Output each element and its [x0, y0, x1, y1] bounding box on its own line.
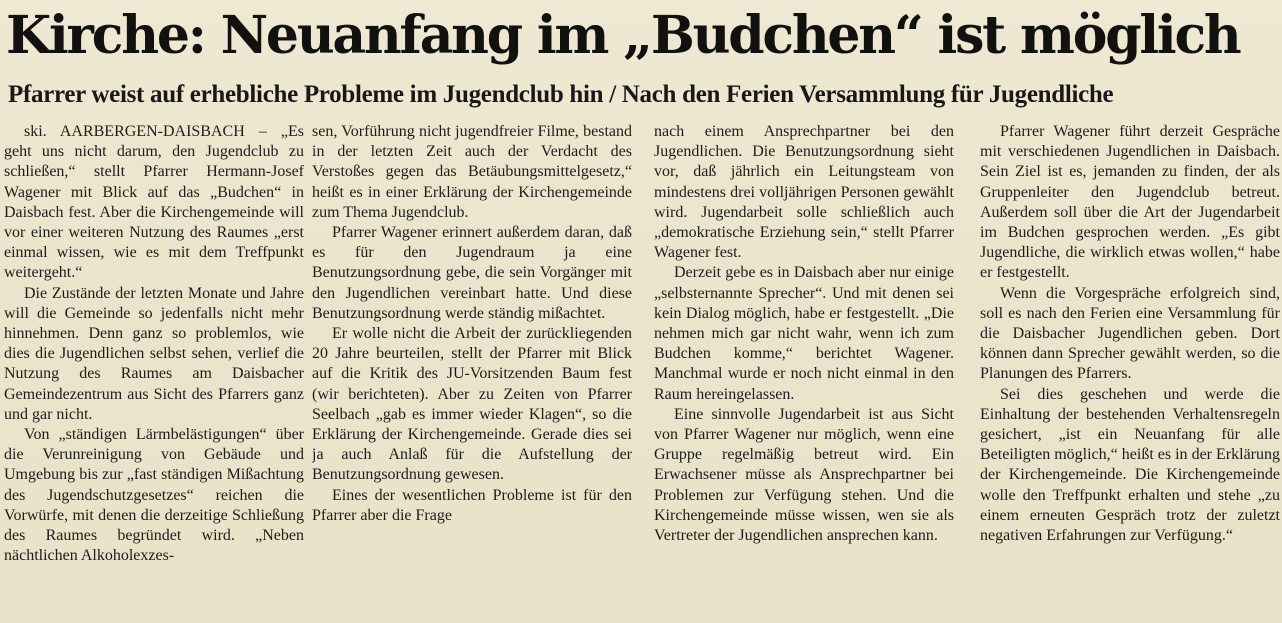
paragraph: Pfarrer Wagener erinnert außerdem daran, daß es für den Jugendraum ja eine Benutzungsordnung gebe, die sein Vorgänger mit den Jugendlichen vereinbart hatte. Und diese Benutzungsordnung werde ständig mißachtet.: [312, 224, 632, 322]
article-column-3: [654, 122, 954, 622]
paragraph: Eine sinnvolle Jugendarbeit ist aus Sicht von Pfarrer Wagener nur möglich, wenn eine Gruppe regelmäßig betreut wird. Ein Erwachsener müsse als Ansprechpartner bei Problemen zur Verfügung stehen. Und die Kirchengemeinde müsse wissen, wen sie als Vertreter der Jugendlichen ansprechen kann.: [654, 405, 954, 545]
article-body: [0, 122, 1282, 622]
paragraph: Derzeit gebe es in Daisbach aber nur einige „selbsternannte Sprecher“. Und mit denen sei kein Dialog möglich, habe er festgestellt. „Die nehmen mich gar nicht wahr, wenn ich zum Budchen komme,“ berichtet Wagener. Manchmal wurde er noch nicht einmal in den Raum hereingelassen.: [654, 264, 954, 403]
paragraph: Eines der wesentlichen Probleme ist für den Pfarrer aber die Frage: [312, 486, 632, 524]
paragraph: nach einem Ansprechpartner bei den Jugendlichen. Die Benutzungsordnung sieht vor, daß jährlich ein Leitungsteam von mindestens drei volljährigen Personen gewählt wird. Jugendarbeit solle schließlich auch „demokratische Erziehung sein,“ stellt Pfarrer Wagener fest.: [654, 123, 954, 262]
paragraph: sen, Vorführung nicht jugendfreier Filme, bestand in der letzten Zeit auch der Verdacht des Verstoßes gegen das Betäubungsmittelgesetz,“ heißt es in einer Erklärung der Kirchengemeinde zum Thema Jugendclub.: [312, 123, 632, 221]
paragraph: Die Zustände der letzten Monate und Jahre will die Gemeinde so jedenfalls nicht mehr hinnehmen. Denn ganz so problemlos, wie dies die Jugendlichen selbst sehen, verlief die Nutzung des Raumes am Daisbacher Gemeindezentrum aus Sicht des Pfarrers ganz und gar nicht.: [4, 284, 304, 423]
article-column-4: [980, 122, 1280, 622]
article-column-2: [312, 122, 632, 622]
paragraph: Von „ständigen Lärmbelästigungen“ über die Verunreinigung von Gebäude und Umgebung bis zur „fast ständigen Mißachtung des Jugendschutzgesetzes“ reichen die Vorwürfe, mit denen die derzeitige Schließung des Raumes begründet wird. „Neben nächtlichen Alkoholexzes-: [4, 426, 304, 565]
paragraph: Wenn die Vorgespräche erfolgreich sind, soll es nach den Ferien eine Versammlung für die Daisbacher Jugendlichen geben. Dort können dann Sprecher gewählt werden, so die Planungen des Pfarrers.: [980, 284, 1280, 383]
paragraph: Pfarrer Wagener führt derzeit Gespräche mit verschiedenen Jugendlichen in Daisbach. Sein Ziel ist es, jemanden zu finden, der als Gruppenleiter den Jugendclub betreut. Außerdem soll über die Art der Jugendarbeit im Budchen gesprochen werden. „Es gibt Jugendliche, die wirklich etwas wollen,“ habe er festgestellt.: [980, 123, 1280, 282]
paragraph: ski. AARBERGEN-DAISBACH – „Es geht uns nicht darum, den Jugendclub zu schließen,“ stellt Pfarrer Hermann-Josef Wagener mit Blick auf das „Budchen“ in Daisbach fest. Aber die Kirchengemeinde will vor einer weiteren Nutzung des Raumes „erst einmal wissen, wie es mit dem Treffpunkt weitergeht.“: [4, 123, 304, 282]
headline: Kirche: Neuanfang im „Budchen“ ist möglich: [6, 5, 1240, 66]
article-column-1: [4, 122, 304, 622]
subheadline: Pfarrer weist auf erhebliche Probleme im Jugendclub hin / Nach den Ferien Versammlung für Jugendliche: [8, 81, 1114, 108]
paragraph: Er wolle nicht die Arbeit der zurückliegenden 20 Jahre beurteilen, stellt der Pfarrer mit Blick auf die Kritik des JU-Vorsitzenden Baum fest (wir berichteten). Aber zu Zeiten von Pfarrer Seelbach „gab es immer wieder Klagen“, so die Erklärung der Kirchengemeinde. Gerade dies sei ja auch Anlaß für die Aufstellung der Benutzungsordnung gewesen.: [312, 325, 632, 484]
paragraph: Sei dies geschehen und werde die Einhaltung der bestehenden Verhaltensregeln gesichert, „ist ein Neuanfang für alle Beteiligten möglich,“ heißt es in der Erklärung der Kirchengemeinde. Die Kirchengemeinde wolle den Treffpunkt erhalten und stehe „zu einem erneuten Gespräch trotz der zuletzt negativen Erfahrungen zur Verfügung.“: [980, 385, 1280, 545]
